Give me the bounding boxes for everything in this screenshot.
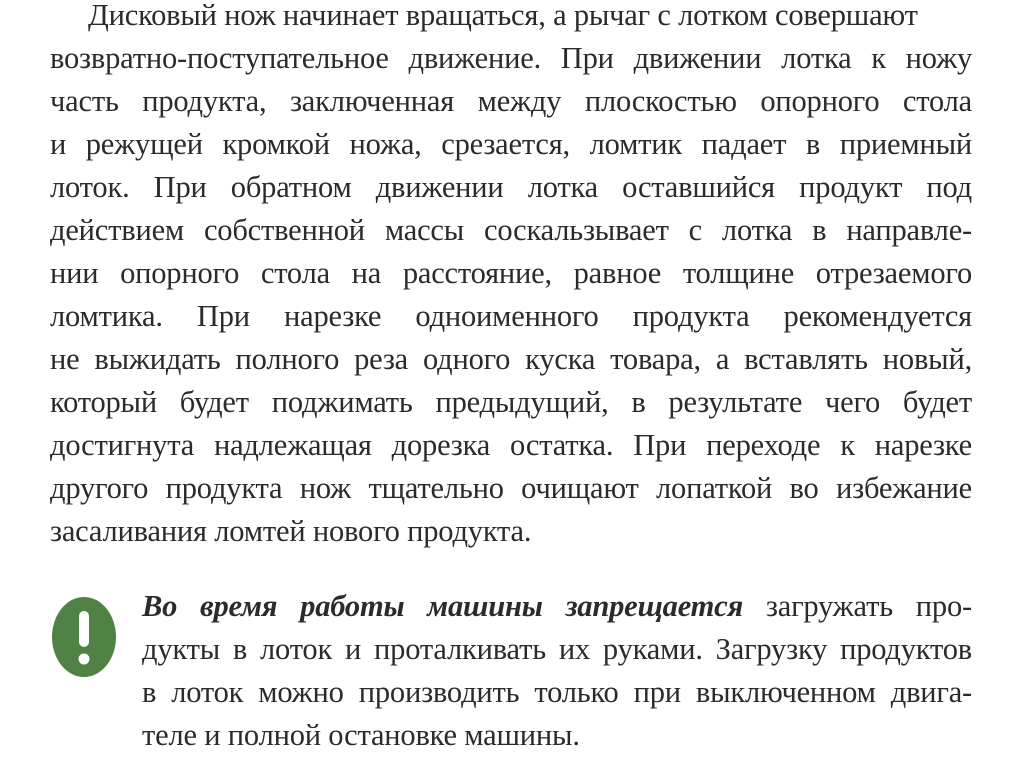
paragraph-line: лоток. При обратном движении лотка оставшийся продукт под [50,170,972,204]
warning-line-rest: загружать про- [743,589,972,623]
paragraph-line: ломтика. При нарезке одноименного продукта рекомендуется [50,299,972,333]
paragraph-line: и режущей кромкой ножа, срезается, ломтик падает в приемный [50,127,972,161]
warning-note [48,585,972,767]
exclamation-icon [52,597,116,677]
paragraph-line: возвратно-поступательное движение. При движении лотка к ножу [50,41,972,75]
warning-text [142,585,972,757]
warning-emphasis: Во время работы машины запрещается [142,589,744,623]
paragraph-line: Дисковый нож начинает вращаться, а рычаг с лотком совершают [88,0,918,32]
paragraph-line: действием собственной массы соскальзывает с лотка в направле- [50,213,972,247]
warning-line [142,585,972,628]
paragraph-line: не выжидать полного реза одного куска товара, а вставлять новый, [50,342,972,376]
main-paragraph [50,0,972,553]
warning-line: в лоток можно производить только при выключенном двига- [142,675,972,709]
paragraph-line: достигнута надлежащая дорезка остатка. При переходе к нарезке [50,428,972,462]
paragraph-line: который будет поджимать предыдущий, в результате чего будет [50,385,972,419]
paragraph-line: часть продукта, заключенная между плоскостью опорного стола [50,84,972,118]
warning-line: теле и полной остановке машины. [142,718,580,752]
paragraph-line: другого продукта нож тщательно очищают лопаткой во избежание [50,471,972,505]
paragraph-line: засаливания ломтей нового продукта. [50,514,532,548]
warning-line: дукты в лоток и проталкивать их руками. Загрузку продуктов [142,632,972,666]
paragraph-line: нии опорного стола на расстояние, равное толщине отрезаемого [50,256,972,290]
